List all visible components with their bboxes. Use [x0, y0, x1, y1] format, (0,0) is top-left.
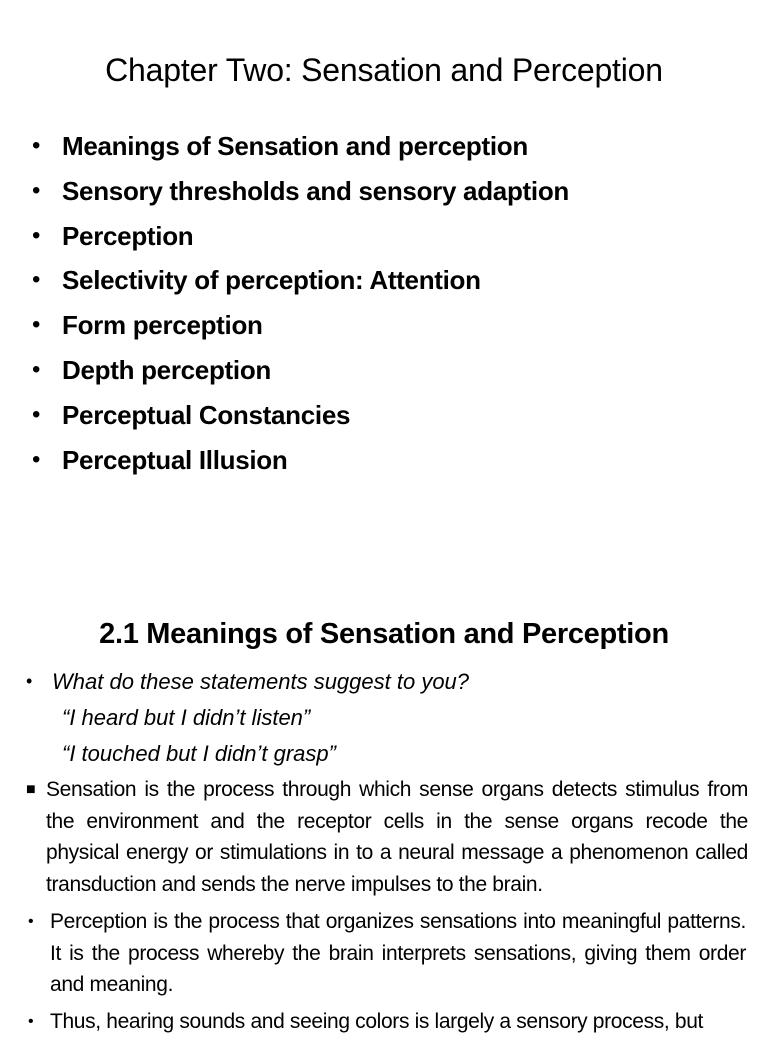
bullet-icon: • — [32, 445, 41, 473]
quote-touched: “I touched but I didn’t grasp” — [62, 741, 336, 766]
bullet-icon: • — [32, 176, 41, 204]
chapter-title: Chapter Two: Sensation and Perception — [105, 52, 663, 88]
topic-label: Meanings of Sensation and perception — [62, 131, 528, 161]
perception-paragraph — [28, 906, 746, 1001]
topic-label: Perceptual Constancies — [62, 399, 351, 430]
topic-list — [30, 128, 569, 486]
quote-heard: “I heard but I didn’t listen” — [62, 705, 311, 730]
list-item — [30, 128, 569, 173]
section-title: 2.1 Meanings of Sensation and Perception — [99, 618, 669, 650]
thus-text: Thus, hearing sounds and seeing colors is largely a sensory process, but — [50, 1010, 704, 1033]
bullet-icon: • — [32, 355, 41, 383]
bullet-icon: • — [26, 671, 33, 691]
bullet-icon: • — [32, 311, 41, 339]
topic-label: Depth perception — [62, 354, 271, 385]
perception-text: Perception is the process that organizes sensations into meaningful patterns. It is the process whereby the brain interprets sensations, giving them order and meaning. — [50, 910, 746, 996]
list-item — [30, 173, 569, 218]
topic-label: Form perception — [62, 310, 263, 341]
sensation-text: Sensation is the process through which sense organs detects stimulus from the environment and the receptor cells in the sense organs recode the physical energy or stimulations in to a neural message a phenomenon called transduction and sends the nerve impulses to the brain. — [46, 778, 748, 896]
bullet-icon: • — [28, 1013, 34, 1030]
bullet-icon: • — [28, 913, 34, 930]
list-item — [30, 262, 569, 307]
topic-label: Perception — [62, 220, 194, 251]
topic-label: Selectivity of perception: Attention — [62, 265, 481, 296]
list-item — [30, 218, 569, 263]
bullet-icon: • — [32, 400, 41, 428]
bullet-icon: • — [32, 221, 41, 249]
topic-label: Sensory thresholds and sensory adaption — [62, 175, 569, 206]
thus-paragraph — [28, 1006, 746, 1038]
question-text: What do these statements suggest to you? — [52, 669, 470, 694]
list-item — [30, 307, 569, 352]
list-item — [30, 442, 569, 487]
bullet-icon: • — [32, 132, 41, 159]
list-item — [30, 397, 569, 442]
list-item — [30, 352, 569, 397]
bullet-icon: • — [32, 266, 41, 294]
square-bullet-icon: ■ — [26, 781, 36, 798]
sensation-paragraph — [26, 774, 748, 900]
topic-label: Perceptual Illusion — [62, 444, 288, 475]
